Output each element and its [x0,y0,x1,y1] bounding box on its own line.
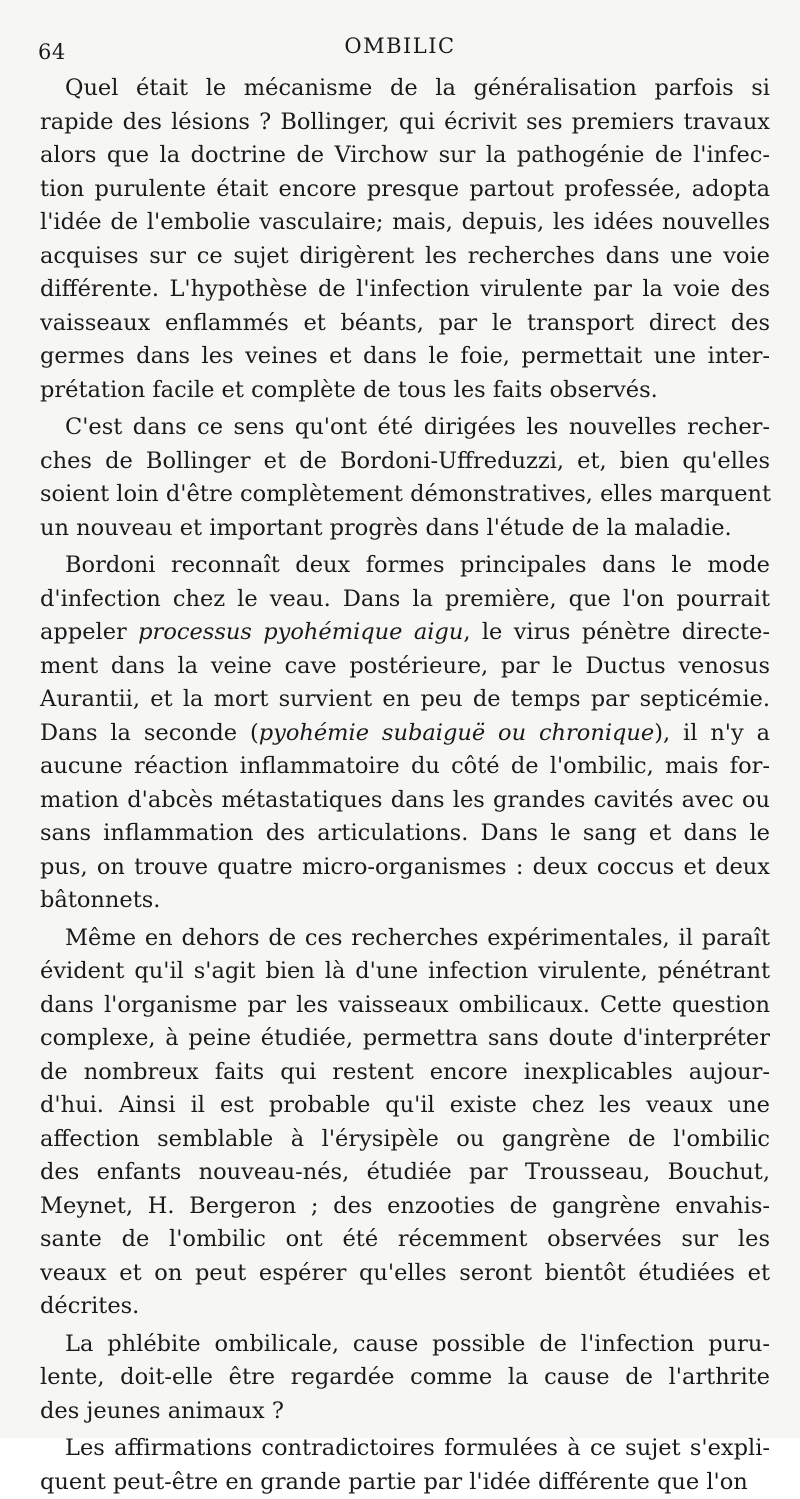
text-run: Bordoni reconnaît deux formes principales dans le mode [65,552,770,578]
text-run: alors que la doctrine de Virchow sur la pathogénie de l'infec- [40,142,770,168]
text-run: mation d'abcès métastatiques dans les grandes cavités avec ou [40,787,770,813]
text-line [40,1432,770,1466]
text-line [40,1089,770,1123]
text-line [40,307,770,341]
italic-phrase: pyohémie subaiguë ou chronique [259,720,655,746]
text-run: aucune réaction inflammatoire du côté de l'ombilic, mais for- [40,753,770,779]
text-run: sans inflammation des articulations. Dans le sang et dans le [40,820,770,846]
text-run: C'est dans ce sens qu'ont été dirigées les nouvelles recher- [65,414,770,440]
text-line [40,340,770,374]
text-line [40,1056,770,1090]
paragraph [40,411,770,545]
paragraph [40,1328,770,1429]
text-run: sante de l'ombilic ont été récemment observées sur les [40,1226,770,1252]
text-run: Même en dehors de ces recherches expérimentales, il paraît [65,925,770,951]
text-run: La phlébite ombilicale, cause possible de l'infection puru- [65,1331,770,1357]
text-run: tion purulente était encore presque partout professée, adopta [40,176,770,202]
text-line [40,374,770,408]
text-line [40,139,770,173]
paragraph [40,72,770,407]
text-run: décrites. [40,1293,139,1319]
text-line [40,72,770,106]
italic-phrase: processus pyohémique aigu [138,619,463,645]
text-run: Dans la seconde ( [40,720,259,746]
text-run: soient loin d'être complètement démonstratives, elles marquent [40,481,771,507]
text-run: vaisseaux enflammés et béants, par le transport direct des [40,310,770,336]
text-line [40,1361,770,1395]
text-line [40,884,770,918]
text-run: Aurantii, et la mort survient en peu de temps par septicémie. [40,686,770,712]
text-line [40,1190,770,1224]
text-run: quent peut-être en grande partie par l'idée différente que l'on [40,1469,748,1495]
text-line [40,240,770,274]
text-run: de nombreux faits qui restent encore inexplicables aujour- [40,1059,770,1085]
text-line [40,989,770,1023]
text-run: des enfants nouveau-nés, étudiée par Trousseau, Bouchut, [40,1159,770,1185]
text-line [40,616,770,650]
text-line [40,1156,770,1190]
text-run: prétation facile et complète de tous les faits observés. [40,377,658,403]
text-line [40,478,770,512]
running-title: OMBILIC [0,34,800,58]
text-run: l'idée de l'embolie vasculaire; mais, depuis, les idées nouvelles [40,209,770,235]
text-run: Quel était le mécanisme de la généralisation parfois si [65,75,770,101]
text-line [40,583,770,617]
text-run: ), il n'y a [654,720,770,746]
text-run: des jeunes animaux ? [40,1398,284,1424]
text-run: d'infection chez le veau. Dans la première, que l'on pourrait [40,586,770,612]
text-line [40,922,770,956]
paragraph [40,922,770,1324]
text-run: affection semblable à l'érysipèle ou gangrène de l'ombilic [40,1126,770,1152]
text-line [40,717,770,751]
text-line [40,1466,770,1499]
text-line [40,1257,770,1291]
text-line [40,1290,770,1324]
text-run: germes dans les veines et dans le foie, permettait une inter- [40,343,770,369]
text-line [40,445,770,479]
body-text [40,72,770,1499]
text-run: d'hui. Ainsi il est probable qu'il existe chez les veaux une [40,1092,770,1118]
text-line [40,1022,770,1056]
text-run: ches de Bollinger et de Bordoni-Uffreduzzi, et, bien qu'elles [40,448,770,474]
text-line [40,512,770,546]
text-line [40,1123,770,1157]
text-run: Meynet, H. Bergeron ; des enzooties de gangrène envahis- [40,1193,770,1219]
text-line [40,549,770,583]
text-line [40,784,770,818]
text-run: rapide des lésions ? Bollinger, qui écrivit ses premiers travaux [40,109,770,135]
text-run: ment dans la veine cave postérieure, par le Ductus venosus [40,653,770,679]
text-line [40,173,770,207]
text-run: Les affirmations contradictoires formulées à ce sujet s'expli- [65,1435,770,1461]
text-line [40,817,770,851]
text-line [40,1223,770,1257]
text-line [40,683,770,717]
text-line [40,851,770,885]
text-line [40,750,770,784]
text-line [40,650,770,684]
text-run: , le virus pénètre directe- [463,619,770,645]
paragraph [40,549,770,918]
paragraph [40,1432,770,1499]
text-run: différente. L'hypothèse de l'infection virulente par la voie des [40,276,770,302]
text-run: appeler [40,619,138,645]
text-line [40,106,770,140]
text-run: évident qu'il s'agit bien là d'une infection virulente, pénétrant [40,958,770,984]
text-line [40,955,770,989]
text-run: complexe, à peine étudiée, permettra sans doute d'interpréter [40,1025,770,1051]
text-line [40,273,770,307]
text-line [40,411,770,445]
text-run: pus, on trouve quatre micro-organismes : deux coccus et deux [40,854,770,880]
text-run: veaux et on peut espérer qu'elles seront bientôt étudiées et [40,1260,770,1286]
text-run: dans l'organisme par les vaisseaux ombilicaux. Cette question [40,992,770,1018]
text-line [40,206,770,240]
text-line [40,1328,770,1362]
text-line [40,1395,770,1429]
text-run: un nouveau et important progrès dans l'étude de la maladie. [40,515,732,541]
page-number: 64 [38,40,66,64]
text-run: lente, doit-elle être regardée comme la cause de l'arthrite [40,1364,770,1390]
text-run: bâtonnets. [40,887,160,913]
text-run: acquises sur ce sujet dirigèrent les recherches dans une voie [40,243,770,269]
